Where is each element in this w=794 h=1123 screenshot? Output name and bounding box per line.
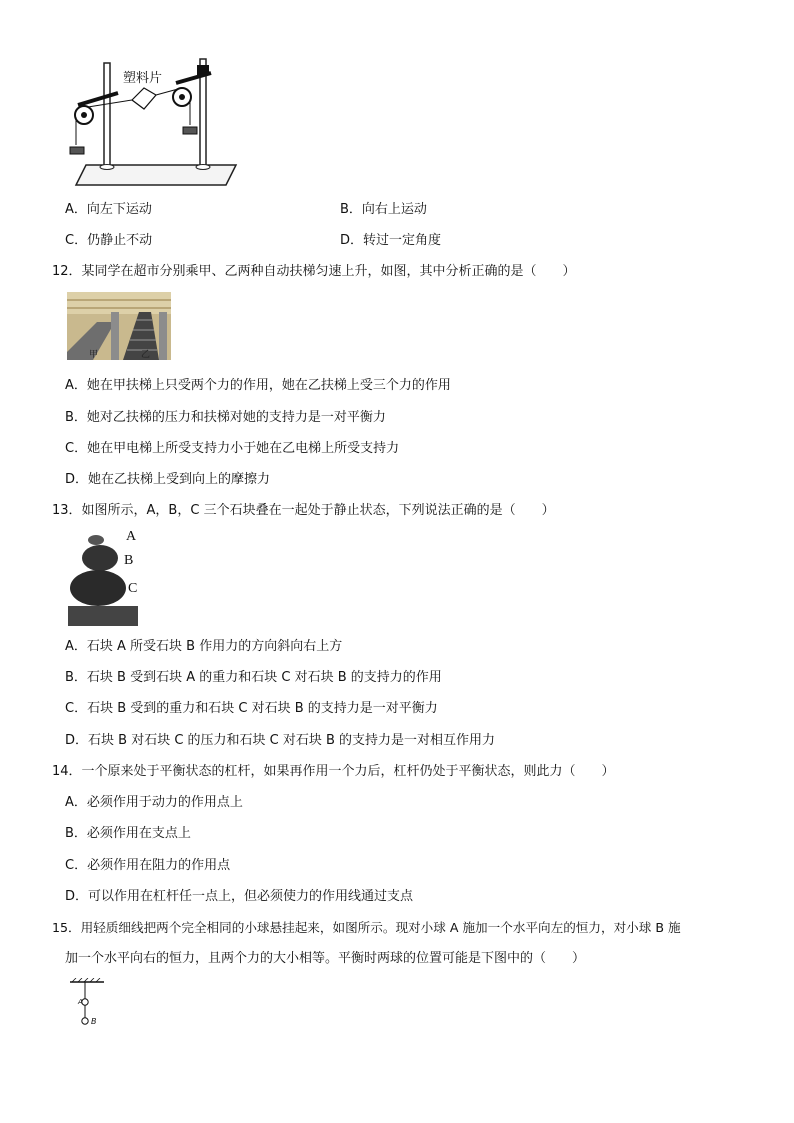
q13-option-b[interactable]: B．石块 B 受到石块 A 的重力和石块 C 对石块 B 的支持力的作用 — [65, 670, 442, 685]
right-pole-foot — [196, 165, 210, 170]
q12-option-c[interactable]: C．她在甲电梯上所受支持力小于她在乙电梯上所受支持力 — [65, 441, 400, 456]
escalator-label-left: 甲 — [89, 350, 99, 360]
q14-option-c[interactable]: C．必须作用在阻力的作用点 — [65, 858, 231, 873]
q12-stem: 12．某同学在超市分别乘甲、乙两种自动扶梯匀速上升，如图，其中分析正确的是（ ） — [52, 264, 576, 279]
plastic-card-label: 塑料片 — [123, 71, 163, 86]
q12-option-b[interactable]: B．她对乙扶梯的压力和扶梯对她的支持力是一对平衡力 — [65, 410, 386, 425]
q12-escalator-figure — [67, 292, 171, 360]
q13-stones-figure — [68, 528, 148, 626]
stone-a — [88, 535, 104, 545]
q15-stem-line2: 加一个水平向右的恒力，且两个力的大小相等。平衡时两球的位置可能是下图中的（ ） — [65, 951, 586, 966]
q11-option-d[interactable]: D．转过一定角度 — [340, 233, 442, 248]
q14-stem: 14．一个原来处于平衡状态的杠杆，如果再作用一个力后，杠杆仍处于平衡状态，则此力（ ） — [52, 764, 615, 779]
escalator-photo — [67, 292, 171, 360]
left-pole — [104, 63, 110, 167]
q15-pendulum-figure — [70, 978, 110, 1030]
left-weight — [70, 147, 84, 154]
ball-label-a: A — [78, 998, 83, 1006]
stone-b — [82, 545, 118, 571]
ball-label-b: B — [91, 1017, 97, 1026]
pendulum-drawing — [70, 978, 110, 1030]
q11-option-b[interactable]: B．向右上运动 — [340, 202, 427, 217]
ground — [68, 606, 138, 626]
q11-apparatus-figure — [66, 55, 246, 190]
ball-b — [82, 1018, 88, 1024]
q13-stem: 13．如图所示，A，B，C 三个石块叠在一起处于静止状态，下列说法正确的是（ ） — [52, 503, 555, 518]
q14-option-a[interactable]: A．必须作用于动力的作用点上 — [65, 795, 243, 810]
q12-option-d[interactable]: D．她在乙扶梯上受到向上的摩擦力 — [65, 472, 271, 487]
plastic-card — [132, 88, 156, 109]
q13-option-c[interactable]: C．石块 B 受到的重力和石块 C 对石块 B 的支持力是一对平衡力 — [65, 701, 438, 716]
stone-label-b: B — [124, 553, 134, 568]
q14-option-b[interactable]: B．必须作用在支点上 — [65, 826, 191, 841]
q11-option-c[interactable]: C．仍静止不动 — [65, 233, 153, 248]
left-pole-foot — [100, 165, 114, 170]
stone-label-c: C — [128, 581, 138, 596]
q13-option-d[interactable]: D．石块 B 对石块 C 的压力和石块 C 对石块 B 的支持力是一对相互作用力 — [65, 733, 496, 748]
stone-label-a: A — [126, 529, 137, 544]
q14-option-d[interactable]: D．可以作用在杠杆任一点上，但必须使力的作用线通过支点 — [65, 889, 414, 904]
stone-c — [70, 570, 126, 606]
q13-option-a[interactable]: A．石块 A 所受石块 B 作用力的方向斜向右上方 — [65, 639, 343, 654]
escalator-label-right: 乙 — [141, 350, 151, 360]
q12-option-a[interactable]: A．她在甲扶梯上只受两个力的作用，她在乙扶梯上受三个力的作用 — [65, 378, 451, 393]
q11-option-a[interactable]: A．向左下运动 — [65, 202, 152, 217]
q15-stem-line1: 15．用轻质细线把两个完全相同的小球悬挂起来，如图所示。现对小球 A 施加一个水平向左的恒力，对小球 B 施 — [52, 920, 681, 935]
right-weight — [183, 127, 197, 134]
